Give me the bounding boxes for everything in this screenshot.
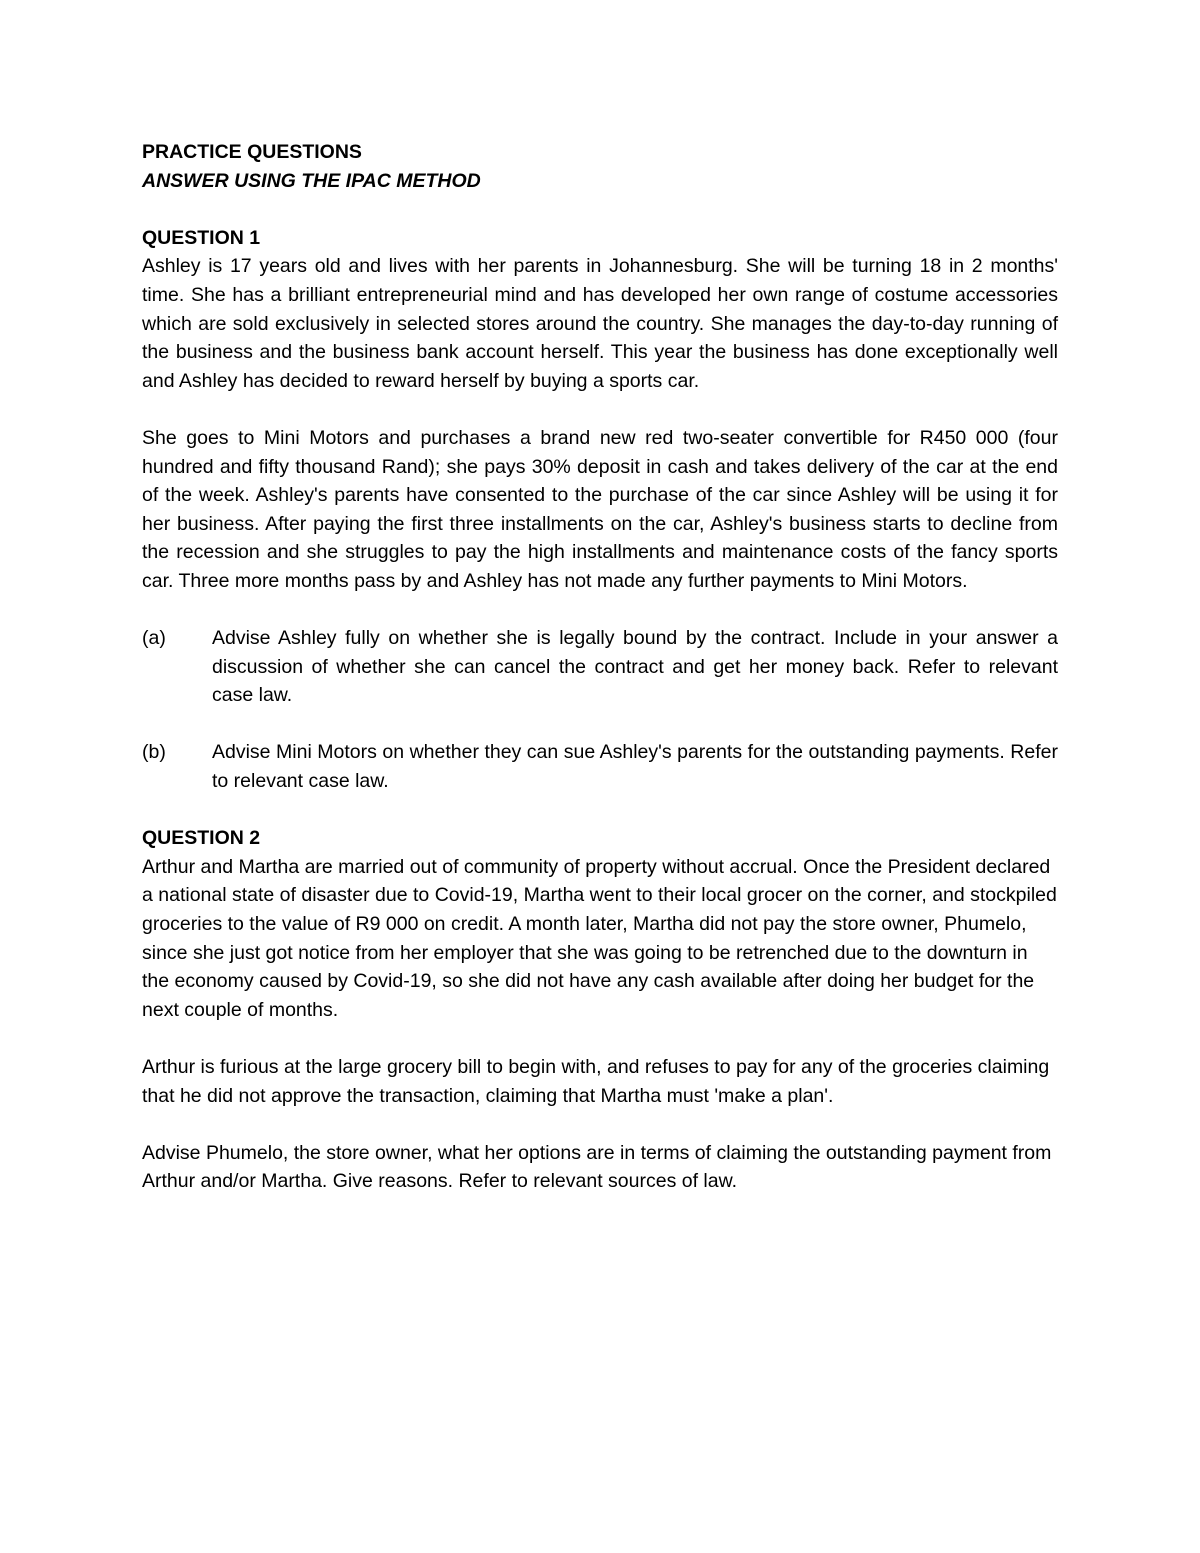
- document-page: [142, 138, 1058, 1196]
- question-2-heading: QUESTION 2: [142, 827, 261, 850]
- spacer: [142, 395, 1058, 424]
- document-title: PRACTICE QUESTIONS: [142, 141, 362, 163]
- spacer: [142, 796, 1058, 825]
- item-text: Advise Mini Motors on whether they can sue Ashley's parents for the outstanding payments. Refer to relevant case law.: [212, 741, 1058, 793]
- question-1-paragraph-1: Ashley is 17 years old and lives with her parents in Johannesburg. She will be turning 18 in 2 months' time. She has a brilliant entrepreneurial mind and has developed her own range of costume accessories which are sold exclusively in selected stores around the country. She manages the day-to-day running of the business and the business bank account herself. This year the business has done exceptionally well and Ashley has decided to reward herself by buying a sports car.: [142, 255, 1058, 392]
- spacer: [142, 1024, 1058, 1053]
- spacer: [142, 195, 1058, 224]
- item-label: (a): [142, 627, 166, 650]
- question-2-paragraph-1: Arthur and Martha are married out of community of property without accrual. Once the President declared a national state of disaster due to Covid-19, Martha went to their local grocer on the corner, and stockpiled groceries to the value of R9 000 on credit. A month later, Martha did not pay the store owner, Phumelo, since she just got notice from her employer that she was going to be retrenched due to the downturn in the economy caused by Covid-19, so she did not have any cash available after doing her budget for the next couple of months.: [142, 855, 1057, 1021]
- question-2-paragraph-3: Advise Phumelo, the store owner, what her options are in terms of claiming the outstanding payment from Arthur and/or Martha. Give reasons. Refer to relevant sources of law.: [142, 1141, 1052, 1193]
- question-2-paragraph-2: Arthur is furious at the large grocery bill to begin with, and refuses to pay for any of the groceries claiming that he did not approve the transaction, claiming that Martha must 'make a plan'.: [142, 1056, 1050, 1107]
- question-1-item-b: [142, 738, 1058, 795]
- document-subtitle: ANSWER USING THE IPAC METHOD: [142, 169, 481, 192]
- spacer: [142, 710, 1058, 739]
- question-1-heading: QUESTION 1: [142, 226, 261, 249]
- spacer: [142, 596, 1058, 625]
- question-1-item-a: [142, 624, 1058, 710]
- spacer: [142, 1110, 1058, 1139]
- item-text: Advise Ashley fully on whether she is legally bound by the contract. Include in your answer a discussion of whether she can cancel the contract and get her money back. Refer to relevant case law.: [212, 627, 1058, 707]
- item-label: (b): [142, 741, 166, 764]
- question-1-paragraph-2: She goes to Mini Motors and purchases a brand new red two-seater convertible for R450 000 (four hundred and fifty thousand Rand); she pays 30% deposit in cash and takes delivery of the car at the end of the week. Ashley's parents have consented to the purchase of the car since Ashley will be using it for her business. After paying the first three installments on the car, Ashley's business starts to decline from the recession and she struggles to pay the high installments and maintenance costs of the fancy sports car. Three more months pass by and Ashley has not made any further payments to Mini Motors.: [142, 426, 1058, 592]
